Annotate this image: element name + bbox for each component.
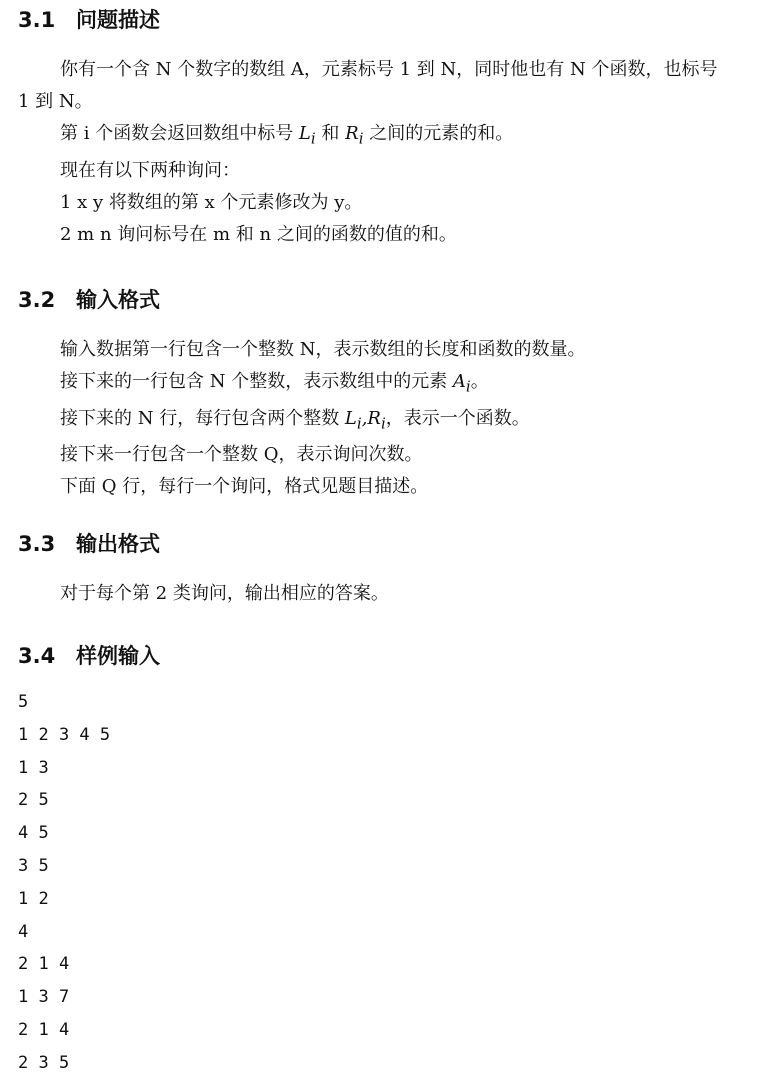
section-sample-input [18,640,160,1080]
sample-line: 5 [18,692,29,712]
section-output-format [18,528,389,610]
sample-line: 1 2 [18,888,49,909]
section-title: 样例输入 [76,644,160,668]
sample-line: 2 5 [18,790,49,811]
sample-line: 4 [18,921,29,942]
sample-line: 2 1 4 [18,954,70,975]
section-problem-description [18,4,718,251]
paragraph: 接下来的 N 行，每行包含两个整数 $L_i,R_i$，表示一个函数。 [60,407,530,433]
paragraph: 输入数据第一行包含一个整数 N，表示数组的长度和函数的数量。 [60,339,586,360]
paragraph: 下面 Q 行，每行一个询问，格式见题目描述。 [60,476,429,498]
sample-line: 2 1 4 [18,1019,70,1040]
sample-line: 1 2 3 4 5 [18,724,111,745]
math-symbol: $L_i,R_i$ [344,407,386,433]
section-number: 3.3 [18,532,56,556]
math-symbol: $A_i$ [452,371,471,396]
sample-line: 1 3 7 [18,987,70,1008]
section-title: 问题描述 [76,8,160,32]
section-number: 3.4 [18,644,56,668]
paragraph: 现在有以下两种询问： [60,159,240,181]
section-heading [18,284,585,322]
paragraph: 接下来的一行包含 N 个整数，表示数组中的元素 $A_i$。 [60,371,489,396]
paragraph: 接下来一行包含一个整数 Q，表示询问次数。 [60,444,423,466]
sample-line: 2 3 5 [18,1052,70,1073]
section-number: 3.1 [18,8,56,32]
section-number: 3.2 [18,288,56,312]
sample-input-block [18,686,160,1080]
section-input-format [18,284,585,503]
paragraph: 1 x y 将数组的第 x 个元素修改为 y。 [60,191,363,213]
section-heading [18,4,718,42]
math-symbol: $R_i$ [345,123,364,148]
section-heading [18,528,389,566]
sample-line: 3 5 [18,855,49,876]
sample-line: 1 3 [18,757,49,778]
paragraph: 第 i 个函数会返回数组中标号 $L_i$ 和 $R_i$ 之间的元素的和。 [60,123,514,148]
math-symbol: $L_i$ [298,123,316,148]
paragraph: 你有一个含 N 个数字的数组 A，元素标号 1 到 N，同时他也有 N 个函数，也标号 1 到 N。 [18,59,718,112]
sample-line: 4 5 [18,823,49,844]
paragraph: 对于每个第 2 类询问，输出相应的答案。 [60,583,389,604]
paragraph: 2 m n 询问标号在 m 和 n 之间的函数的值的和。 [60,223,457,245]
section-heading [18,640,160,678]
section-title: 输入格式 [76,288,160,312]
section-title: 输出格式 [76,532,160,556]
